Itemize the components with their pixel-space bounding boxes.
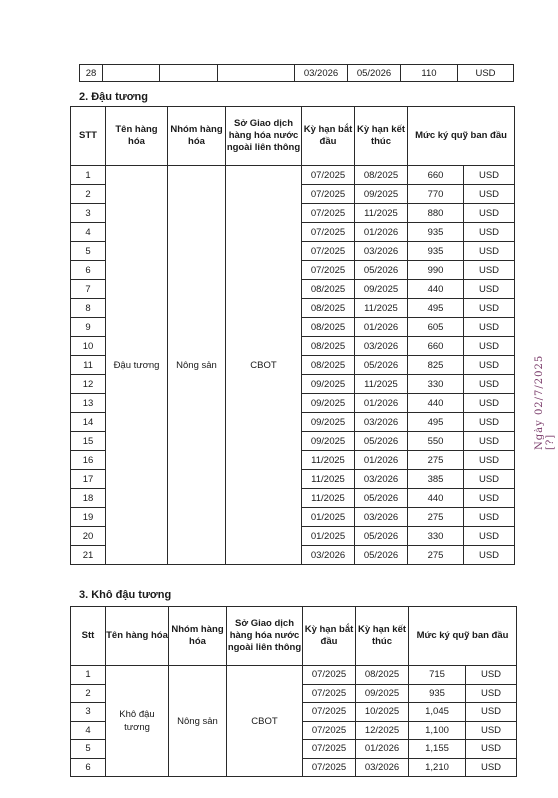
muc-ky-quy-cell: 660 [408, 337, 464, 356]
table-row [80, 65, 514, 82]
header-ten-hang: Tên hàng hóa [106, 607, 169, 666]
muc-ky-quy-cell: 825 [408, 356, 464, 375]
bat-dau-cell: 09/2025 [302, 394, 355, 413]
ket-thuc-cell: 10/2025 [356, 703, 409, 722]
header-muc-ky-quy: Mức ký quỹ ban đầu [409, 607, 517, 666]
muc-ky-quy-cell: 605 [408, 318, 464, 337]
stt-cell: 12 [71, 375, 106, 394]
stt-cell: 1 [71, 666, 106, 685]
bat-dau-cell: 08/2025 [302, 280, 355, 299]
ket-thuc-cell: 11/2025 [355, 299, 408, 318]
header-ky-han-bat-dau: Kỳ hạn bắt đầu [303, 607, 356, 666]
muc-cell: 110 [401, 65, 458, 82]
muc-ky-quy-cell: 550 [408, 432, 464, 451]
bat-dau-cell: 07/2025 [302, 261, 355, 280]
header-ky-han-ket-thuc: Kỳ hạn kết thúc [355, 107, 408, 166]
tien-te-cell: USD [464, 337, 515, 356]
muc-ky-quy-cell: 935 [409, 684, 466, 703]
muc-ky-quy-cell: 440 [408, 489, 464, 508]
muc-ky-quy-cell: 935 [408, 223, 464, 242]
tien-te-cell: USD [464, 204, 515, 223]
header-stt: STT [71, 107, 106, 166]
ket-thuc-cell: 05/2026 [355, 432, 408, 451]
tien-te-cell: USD [464, 489, 515, 508]
stt-cell: 6 [71, 758, 106, 777]
tien-te-cell: USD [464, 299, 515, 318]
ket-thuc-cell: 01/2026 [355, 318, 408, 337]
tien-te-cell: USD [464, 356, 515, 375]
tien-te-cell: USD [466, 684, 517, 703]
bat-dau-cell: 07/2025 [302, 185, 355, 204]
muc-ky-quy-cell: 440 [408, 280, 464, 299]
kho-dau-tuong-table [70, 606, 517, 777]
ket-thuc-cell: 03/2026 [355, 470, 408, 489]
muc-ky-quy-cell: 385 [408, 470, 464, 489]
tien-te-cell: USD [464, 223, 515, 242]
ket-thuc-cell: 05/2026 [355, 489, 408, 508]
ket-thuc-cell: 09/2025 [355, 185, 408, 204]
tien-te-cell: USD [464, 375, 515, 394]
ket-thuc-cell: 03/2026 [355, 413, 408, 432]
bat-dau-cell: 07/2025 [303, 758, 356, 777]
header-ten-hang: Tên hàng hóa [106, 107, 168, 166]
muc-ky-quy-cell: 770 [408, 185, 464, 204]
ket-thuc-cell: 01/2026 [355, 223, 408, 242]
ket-thuc-cell: 01/2026 [355, 451, 408, 470]
tien-te-cell: USD [464, 451, 515, 470]
ket-thuc-cell: 03/2026 [355, 242, 408, 261]
stt-cell: 11 [71, 356, 106, 375]
muc-ky-quy-cell: 330 [408, 375, 464, 394]
tien-te-cell: USD [464, 166, 515, 185]
tien-te-cell: USD [464, 318, 515, 337]
bat-dau-cell: 08/2025 [302, 337, 355, 356]
ket-thuc-cell: 12/2025 [356, 721, 409, 740]
header-row [71, 107, 515, 166]
muc-ky-quy-cell: 1,045 [409, 703, 466, 722]
ket-thuc-cell: 05/2026 [348, 65, 401, 82]
bat-dau-cell: 11/2025 [302, 489, 355, 508]
muc-ky-quy-cell: 275 [408, 546, 464, 565]
header-nhom-hang: Nhóm hàng hóa [169, 607, 227, 666]
ket-thuc-cell: 09/2025 [356, 684, 409, 703]
table-row [71, 166, 515, 185]
bat-dau-cell: 08/2025 [302, 318, 355, 337]
tien-te-cell: USD [464, 470, 515, 489]
bat-dau-cell: 07/2025 [302, 166, 355, 185]
bat-dau-cell: 08/2025 [302, 356, 355, 375]
tien-te-cell: USD [464, 527, 515, 546]
header-san-giao-dich: Sở Giao dịch hàng hóa nước ngoài liên thông [226, 107, 302, 166]
stt-cell: 3 [71, 703, 106, 722]
stt-cell: 18 [71, 489, 106, 508]
bat-dau-cell: 07/2025 [302, 204, 355, 223]
bat-dau-cell: 07/2025 [303, 666, 356, 685]
nhom-hang-cell [160, 65, 218, 82]
ket-thuc-cell: 09/2025 [355, 280, 408, 299]
stt-cell: 20 [71, 527, 106, 546]
bat-dau-cell: 01/2025 [302, 527, 355, 546]
stt-cell: 6 [71, 261, 106, 280]
ket-thuc-cell: 11/2025 [355, 375, 408, 394]
tien-cell: USD [458, 65, 514, 82]
ket-thuc-cell: 01/2026 [355, 394, 408, 413]
header-san-giao-dich: Sở Giao dịch hàng hóa nước ngoài liên thông [227, 607, 303, 666]
tien-te-cell: USD [464, 394, 515, 413]
ket-thuc-cell: 03/2026 [355, 508, 408, 527]
continuation-table [79, 64, 514, 82]
muc-ky-quy-cell: 1,210 [409, 758, 466, 777]
muc-ky-quy-cell: 440 [408, 394, 464, 413]
nhom-hang-cell: Nông sản [168, 166, 226, 565]
stt-cell: 2 [71, 684, 106, 703]
ket-thuc-cell: 05/2026 [355, 261, 408, 280]
muc-ky-quy-cell: 275 [408, 508, 464, 527]
ket-thuc-cell: 11/2025 [355, 204, 408, 223]
tien-te-cell: USD [464, 261, 515, 280]
tien-te-cell: USD [464, 242, 515, 261]
header-row [71, 607, 517, 666]
nhom-hang-cell: Nông sản [169, 666, 227, 777]
ket-thuc-cell: 08/2025 [356, 666, 409, 685]
tien-te-cell: USD [466, 666, 517, 685]
muc-ky-quy-cell: 1,155 [409, 740, 466, 759]
bat-dau-cell: 07/2025 [303, 740, 356, 759]
san-giao-dich-cell: CBOT [226, 166, 302, 565]
stt-cell: 3 [71, 204, 106, 223]
ket-thuc-cell: 03/2026 [356, 758, 409, 777]
muc-ky-quy-cell: 330 [408, 527, 464, 546]
tien-te-cell: USD [464, 280, 515, 299]
muc-ky-quy-cell: 935 [408, 242, 464, 261]
stt-cell: 5 [71, 242, 106, 261]
section-title-dau-tuong: 2. Đậu tương [79, 91, 148, 103]
stt-cell: 10 [71, 337, 106, 356]
san-cell [218, 65, 295, 82]
handwritten-side-note: Ngày 02/7/2025 [?] [534, 354, 556, 450]
tien-te-cell: USD [466, 758, 517, 777]
bat-dau-cell: 07/2025 [303, 684, 356, 703]
bat-dau-cell: 11/2025 [302, 451, 355, 470]
header-nhom-hang: Nhóm hàng hóa [168, 107, 226, 166]
muc-ky-quy-cell: 495 [408, 413, 464, 432]
dau-tuong-table [70, 106, 515, 565]
muc-ky-quy-cell: 1,100 [409, 721, 466, 740]
ket-thuc-cell: 03/2026 [355, 337, 408, 356]
bat-dau-cell: 07/2025 [303, 721, 356, 740]
ket-thuc-cell: 01/2026 [356, 740, 409, 759]
bat-dau-cell: 09/2025 [302, 432, 355, 451]
stt-cell: 8 [71, 299, 106, 318]
section-title-kho-dau-tuong: 3. Khô đậu tương [79, 589, 172, 601]
muc-ky-quy-cell: 715 [409, 666, 466, 685]
bat-dau-cell: 07/2025 [303, 703, 356, 722]
stt-cell: 4 [71, 223, 106, 242]
tien-te-cell: USD [464, 508, 515, 527]
stt-cell: 7 [71, 280, 106, 299]
stt-cell: 14 [71, 413, 106, 432]
san-giao-dich-cell: CBOT [227, 666, 303, 777]
tien-te-cell: USD [464, 185, 515, 204]
bat-dau-cell: 07/2025 [302, 242, 355, 261]
stt-cell: 21 [71, 546, 106, 565]
muc-ky-quy-cell: 990 [408, 261, 464, 280]
bat-dau-cell: 09/2025 [302, 413, 355, 432]
ket-thuc-cell: 08/2025 [355, 166, 408, 185]
bat-dau-cell: 03/2026 [295, 65, 348, 82]
muc-ky-quy-cell: 495 [408, 299, 464, 318]
ten-hang-cell: Khô đậu tương [106, 666, 169, 777]
ket-thuc-cell: 05/2026 [355, 527, 408, 546]
muc-ky-quy-cell: 660 [408, 166, 464, 185]
bat-dau-cell: 09/2025 [302, 375, 355, 394]
stt-cell: 16 [71, 451, 106, 470]
ket-thuc-cell: 05/2026 [355, 356, 408, 375]
header-ky-han-ket-thuc: Kỳ hạn kết thúc [356, 607, 409, 666]
tien-te-cell: USD [464, 432, 515, 451]
header-stt: Stt [71, 607, 106, 666]
tien-te-cell: USD [464, 546, 515, 565]
header-muc-ky-quy: Mức ký quỹ ban đầu [408, 107, 515, 166]
stt-cell: 2 [71, 185, 106, 204]
stt-cell: 5 [71, 740, 106, 759]
ket-thuc-cell: 05/2026 [355, 546, 408, 565]
stt-cell: 4 [71, 721, 106, 740]
ten-hang-cell [103, 65, 160, 82]
stt-cell: 15 [71, 432, 106, 451]
stt-cell: 17 [71, 470, 106, 489]
stt-cell: 19 [71, 508, 106, 527]
bat-dau-cell: 08/2025 [302, 299, 355, 318]
header-ky-han-bat-dau: Kỳ hạn bắt đầu [302, 107, 355, 166]
table-row [71, 666, 517, 685]
tien-te-cell: USD [466, 703, 517, 722]
stt-cell: 13 [71, 394, 106, 413]
muc-ky-quy-cell: 880 [408, 204, 464, 223]
stt-cell: 1 [71, 166, 106, 185]
bat-dau-cell: 01/2025 [302, 508, 355, 527]
bat-dau-cell: 11/2025 [302, 470, 355, 489]
bat-dau-cell: 07/2025 [302, 223, 355, 242]
stt-cell: 28 [80, 65, 103, 82]
stt-cell: 9 [71, 318, 106, 337]
tien-te-cell: USD [466, 721, 517, 740]
tien-te-cell: USD [466, 740, 517, 759]
bat-dau-cell: 03/2026 [302, 546, 355, 565]
tien-te-cell: USD [464, 413, 515, 432]
muc-ky-quy-cell: 275 [408, 451, 464, 470]
ten-hang-cell: Đậu tương [106, 166, 168, 565]
